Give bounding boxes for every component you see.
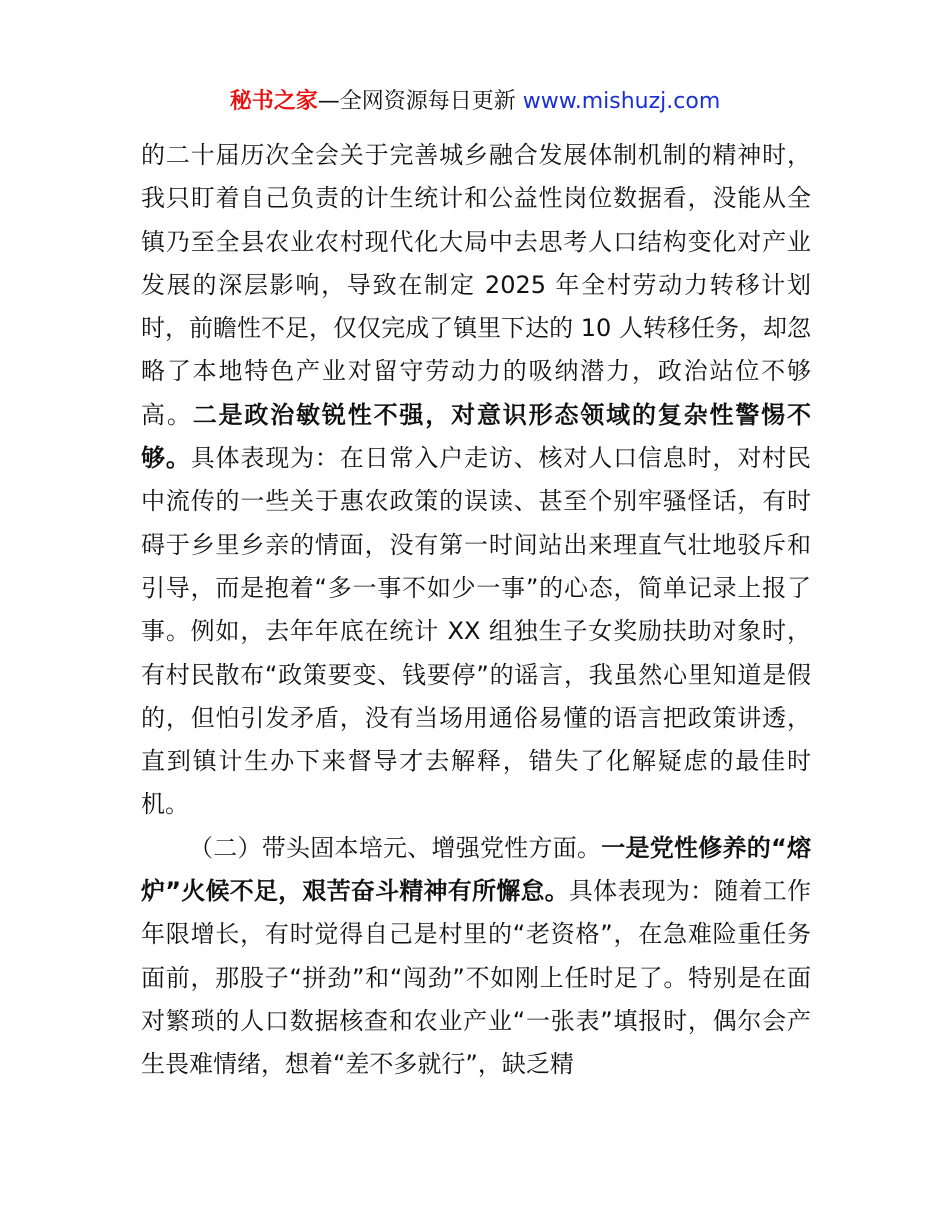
site-url-link[interactable]: www.mishuzj.com: [522, 89, 721, 114]
paragraph-2-bold-point: 一是党性修养的“熔炉”火候不足，艰苦奋斗精神有所懈怠。: [141, 833, 811, 906]
site-header: [0, 86, 950, 118]
paragraph-1-bold-point: 二是政治敏锐性不强，对意识形态领域的复杂性警惕不够。: [141, 400, 812, 473]
header-tagline: —全网资源每日更新: [317, 89, 516, 114]
paragraph-2-detail: 具体表现为：随着工作年限增长，有时觉得自己是村里的“老资格”，在急难险重任务面前，那股子“拼劲”和“闯劲”不如刚上任时足了。特别是在面对繁琐的人口数据核查和农业产业“一张表”填报时，偶尔会产生畏难情绪，想着“差不多就行”，缺乏精: [141, 877, 811, 1079]
paragraph-2-heading: （二）带头固本培元、增强党性方面。: [189, 833, 602, 862]
paragraph-2: [141, 827, 811, 1087]
document-body: [141, 134, 811, 1087]
brand-name: 秘书之家: [229, 89, 318, 114]
paragraph-1: [141, 134, 811, 827]
paragraph-1-text: 的二十届历次全会关于完善城乡融合发展体制机制的精神时，我只盯着自己负责的计生统计和公益性岗位数据看，没能从全镇乃至全县农业农村现代化大局中去思考人口结构变化对产业发展的深层影响，导致在制定 2025 年全村劳动力转移计划时，前瞻性不足，仅仅完成了镇里下达的 10 人转移任务，却忽略了本地特色产业对留守劳动力的吸纳潜力，政治站位不够高。: [141, 141, 811, 429]
paragraph-1-detail: 具体表现为：在日常入户走访、核对人口信息时，对村民中流传的一些关于惠农政策的误读、甚至个别牢骚怪话，有时碍于乡里乡亲的情面，没有第一时间站出来理直气壮地驳斥和引导，而是抱着“多一事不如少一事”的心态，简单记录上报了事。例如，去年年底在统计 XX 组独生子女奖励扶助对象时，有村民散布“政策要变、钱要停”的谣言，我虽然心里知道是假的，但怕引发矛盾，没有当场用通俗易懂的语言把政策讲透，直到镇计生办下来督导才去解释，错失了化解疑虑的最佳时机。: [141, 444, 812, 819]
